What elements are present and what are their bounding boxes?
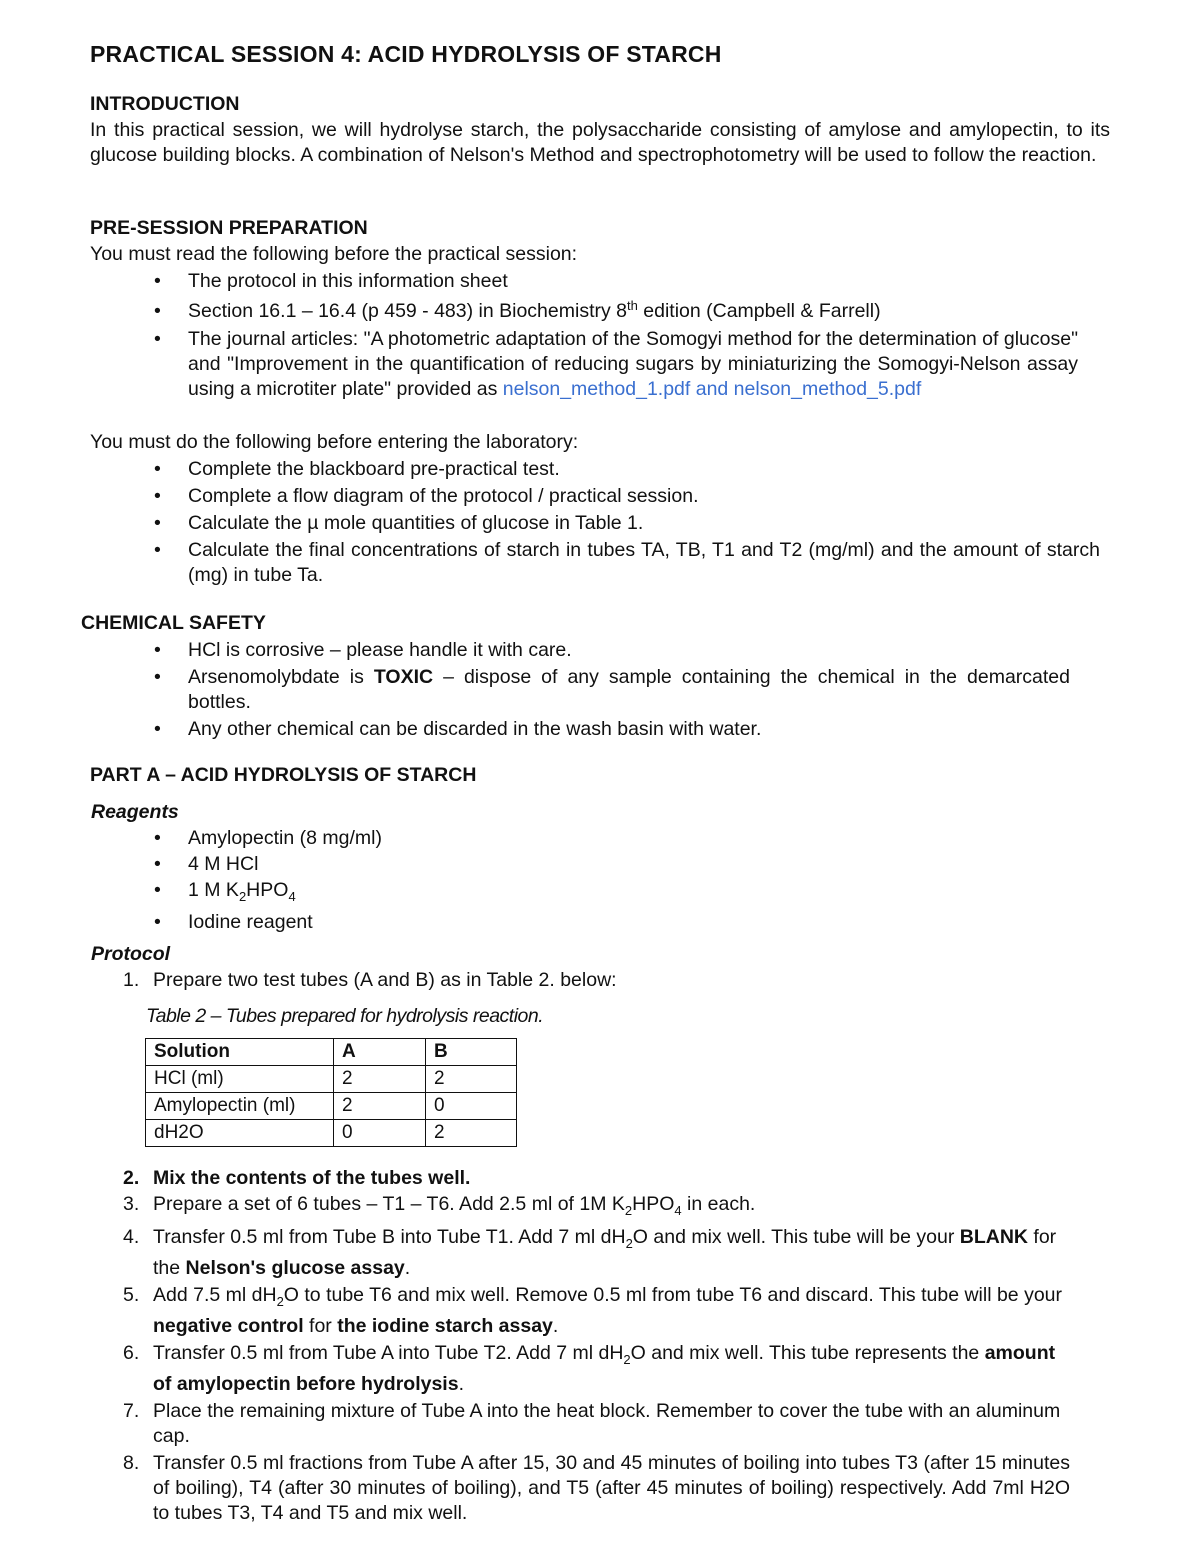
list-item: 2. Mix the contents of the tubes well. [123,1167,471,1189]
list-item: • Calculate the µ mole quantities of glucose in Table 1. [90,511,1100,536]
list-item: • Any other chemical can be discarded in the wash basin with water. [90,717,1070,742]
safety-list [90,638,1070,742]
table-cell: 2 [426,1120,517,1147]
protocol-heading: Protocol [91,943,171,965]
intro-heading: INTRODUCTION [90,93,240,115]
prep-read-intro: You must read the following before the practical session: [90,243,578,265]
list-item: • Complete the blackboard pre-practical test. [90,457,1100,482]
protocol-steps [90,1166,1070,1526]
table-cell: 0 [426,1093,517,1120]
list-item: • The protocol in this information sheet [90,269,1078,294]
list-item: • Arsenomolybdate is TOXIC – dispose of any sample containing the chemical in the demarcated bottles. [90,665,1070,715]
table-cell: 0 [334,1120,426,1147]
part-a-heading: PART A – ACID HYDROLYSIS OF STARCH [90,764,477,786]
table-cell: Amylopectin (ml) [146,1093,334,1120]
list-item: • Amylopectin (8 mg/ml) [90,826,690,851]
prep-read-list [90,269,1078,402]
page-title: PRACTICAL SESSION 4: ACID HYDROLYSIS OF STARCH [90,41,722,67]
table-caption: Table 2 – Tubes prepared for hydrolysis reaction. [146,1005,544,1027]
tubes-table [145,1038,517,1147]
list-item: • Complete a flow diagram of the protocol / practical session. [90,484,1100,509]
protocol-step-1 [90,968,1090,993]
list-item: • Calculate the final concentrations of starch in tubes TA, TB, T1 and T2 (mg/ml) and the amount of starch (mg) in tube Ta. [90,538,1100,588]
list-item: 3. Prepare a set of 6 tubes – T1 – T6. Add 2.5 ml of 1M $K_2HPO_4$ in each. [123,1193,756,1218]
intro-text: In this practical session, we will hydrolyse starch, the polysaccharide consisting of amylose and amylopectin, to its glucose building blocks. A combination of Nelson's Method and spectrophotometry will be used to follow the reaction. [90,119,1110,166]
table-cell: dH2O [146,1120,334,1147]
table-row [146,1066,517,1093]
list-item: 1. Prepare two test tubes (A and B) as in Table 2. below: [123,969,617,991]
table-cell: 2 [426,1066,517,1093]
safety-heading: CHEMICAL SAFETY [81,612,266,634]
reagents-heading: Reagents [91,801,179,823]
list-item: • 1 M $K_2HPO_4$ [90,878,690,909]
list-item: • Iodine reagent [90,910,690,935]
list-item: 6. Transfer 0.5 ml from Tube A into Tube T2. Add 7 ml $dH_2O$ and mix well. This tube represents the amount of amylopectin before hydrolysis. [123,1341,1056,1395]
list-item: • The journal articles: "A photometric adaptation of the Somogyi method for the determination of glucose" and "Improvement in the quantification of reducing sugars by miniaturizing the Somogyi-Nelson assay using a microtiter plate" provided as nelson_method_1.pdf and nelson_method_5.pdf [90,327,1078,402]
table-header: Solution [146,1039,334,1066]
prep-do-list [90,457,1100,588]
table-header: B [426,1039,517,1066]
table-row [146,1120,517,1147]
prep-heading: PRE-SESSION PREPARATION [90,217,368,239]
list-item: • HCl is corrosive – please handle it with care. [90,638,1070,663]
list-item: • Section 16.1 – 16.4 (p 459 - 483) in Biochemistry 8th edition (Campbell & Farrell) [90,299,1078,324]
list-item: 7. Place the remaining mixture of Tube A into the heat block. Remember to cover the tube with an aluminum cap. [123,1399,1061,1447]
list-item: 8. Transfer 0.5 ml fractions from Tube A after 15, 30 and 45 minutes of boiling into tubes T3 (after 15 minutes of boiling), T4 (after 30 minutes of boiling), and T5 (after 45 minutes of boiling) respectively. Add 7ml H2O to tubes T3, T4 and T5 and mix well. [123,1451,1070,1524]
list-item: 4. Transfer 0.5 ml from Tube B into Tube T1. Add 7 ml $dH_2O$ and mix well. This tube will be your BLANK for the Nelson's glucose assay. [123,1225,1057,1279]
table-cell: 2 [334,1093,426,1120]
list-item: • 4 M HCl [90,852,690,877]
table-header: A [334,1039,426,1066]
prep-do-intro: You must do the following before entering the laboratory: [90,431,579,453]
table-cell: 2 [334,1066,426,1093]
table-row [146,1093,517,1120]
list-item: 5. Add 7.5 ml $dH_2O$ to tube T6 and mix well. Remove 0.5 ml from tube T6 and discard. This tube will be your negative control for the iodine starch assay. [123,1283,1062,1337]
table-header-row [146,1039,517,1066]
reagents-list [90,826,690,935]
nelson-method-link[interactable]: nelson_method_1.pdf and nelson_method_5.pdf [502,378,922,400]
table-cell: HCl (ml) [146,1066,334,1093]
